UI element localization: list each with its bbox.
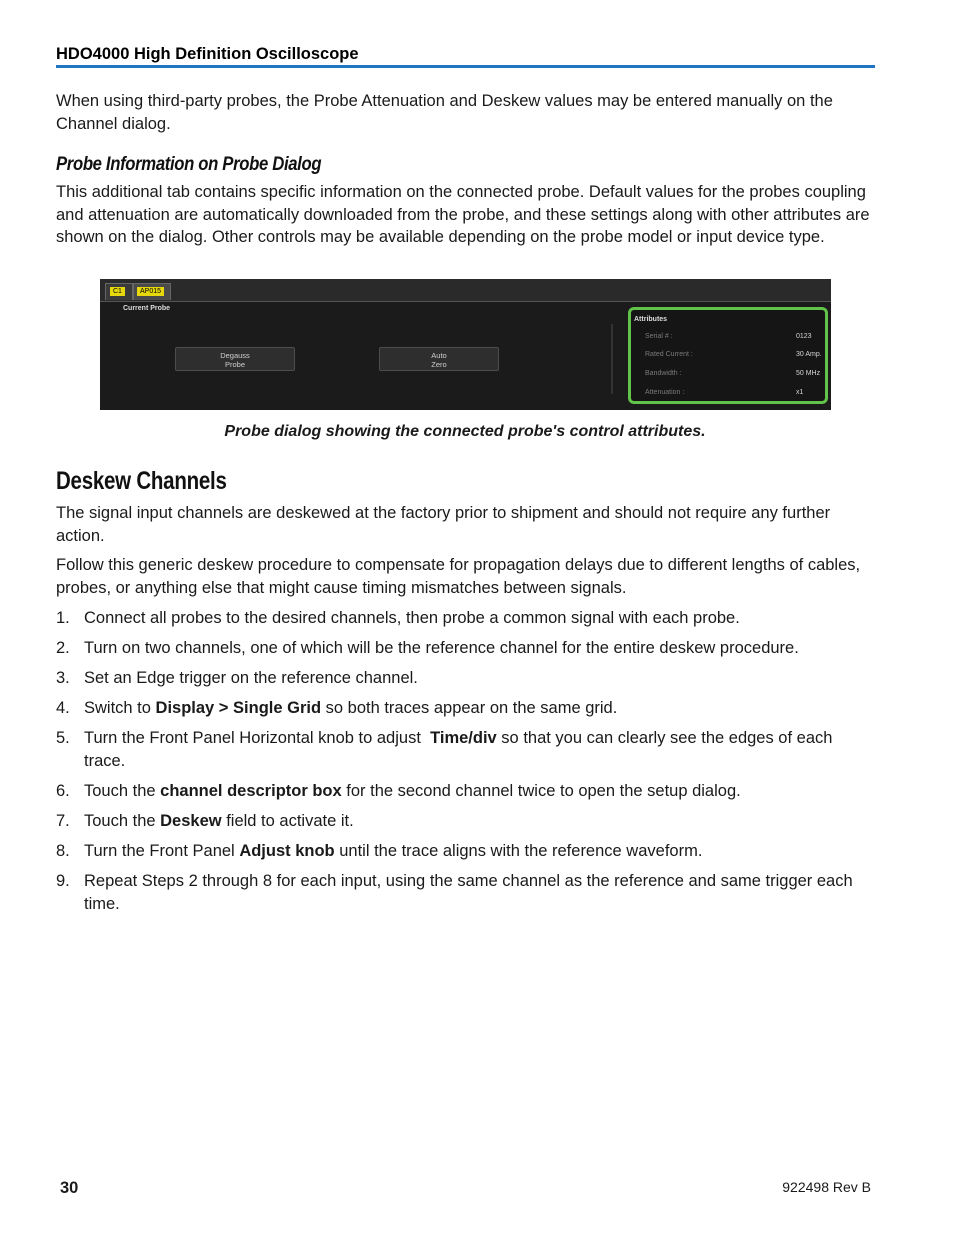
step-bold-text: Display > Single Grid [155, 699, 322, 718]
attribute-key: Attenuation : [645, 389, 685, 396]
list-item [56, 667, 878, 690]
panel-divider [611, 324, 613, 394]
attribute-key: Serial # : [645, 333, 673, 340]
attributes-title: Attributes [634, 316, 668, 323]
list-item [56, 840, 878, 863]
deskew-steps-list [56, 607, 878, 923]
deskew-paragraph-2: Follow this generic deskew procedure to compensate for propagation delays due to different lengths of cables, probes, or anything else that might cause timing mismatches between signals. [56, 556, 861, 597]
step-text-post: field to activate it. [221, 812, 354, 831]
degauss-probe-button[interactable] [175, 347, 295, 371]
step-text-post: until the trace aligns with the reference waveform. [334, 842, 703, 861]
step-number: 7. [56, 812, 70, 831]
autozero-label-line2: Zero [431, 360, 447, 369]
tab-channel-label: C1 [110, 287, 125, 296]
step-text-post: for the second channel twice to open the setup dialog. [341, 781, 741, 800]
probe-dialog-screenshot [100, 279, 831, 410]
step-text: Connect all probes to the desired channels, then probe a common signal with each probe. [84, 609, 740, 627]
attribute-value: 30 Amp. [796, 351, 822, 358]
step-number: 6. [56, 781, 70, 800]
footer-page-number: 30 [60, 1179, 79, 1197]
tab-probe-label: AP015 [137, 287, 164, 296]
auto-zero-button[interactable] [379, 347, 499, 371]
autozero-label-line1: Auto [431, 351, 447, 360]
step-bold-text: channel descriptor box [160, 781, 342, 800]
step-number: 3. [56, 669, 70, 688]
attribute-key: Bandwidth : [645, 370, 682, 377]
list-item [56, 697, 878, 720]
step-number: 9. [56, 872, 70, 891]
step-text: Turn the Front Panel [84, 842, 240, 861]
step-text: Set an Edge trigger on the reference channel. [84, 669, 418, 688]
step-number: 4. [56, 699, 70, 718]
step-text: Turn on two channels, one of which will be the reference channel for the entire deskew procedure. [84, 639, 799, 658]
attributes-panel [628, 307, 828, 404]
header-rule [56, 65, 875, 68]
footer-revision: 922498 Rev B [782, 1179, 871, 1195]
page-header-title: HDO4000 High Definition Oscilloscope [56, 45, 359, 63]
list-item [56, 607, 878, 630]
deskew-heading: Deskew Channels [56, 467, 227, 495]
list-item [56, 870, 878, 915]
list-item [56, 637, 878, 660]
attribute-key: Rated Current : [645, 351, 693, 358]
attribute-value: x1 [796, 389, 804, 396]
degauss-label-line1: Degauss [220, 351, 250, 360]
step-text: Touch the [84, 812, 161, 831]
tab-probe[interactable] [133, 283, 171, 300]
step-text-post: so that you can clearly see the edges of each trace. [84, 729, 833, 770]
list-item [56, 780, 878, 803]
probe-info-paragraph: This additional tab contains specific information on the connected probe. Default values for the probes coupling and attenuation are automatically downloaded from the probe, and these settings along with other attributes are shown on the dialog. Other controls may be available depending on the probe model or input device type. [56, 183, 870, 246]
deskew-paragraph-1: The signal input channels are deskewed at the factory prior to shipment and should not require any further action. [56, 504, 831, 545]
list-item [56, 727, 878, 772]
tab-channel[interactable] [105, 283, 133, 300]
step-text: Turn the Front Panel Horizontal knob to adjust [84, 729, 431, 748]
step-bold-text: Adjust knob [239, 842, 335, 861]
step-bold-text: Deskew [160, 812, 222, 831]
dialog-tab-bar [100, 279, 831, 302]
attribute-value: 0123 [796, 333, 812, 340]
step-text-post: so both traces appear on the same grid. [321, 699, 618, 718]
step-text: Switch to [84, 699, 156, 718]
figure-caption: Probe dialog showing the connected probe's control attributes. [224, 423, 706, 440]
probe-info-heading: Probe Information on Probe Dialog [56, 154, 322, 175]
attribute-value: 50 MHz [796, 370, 821, 377]
current-probe-label: Current Probe [123, 305, 171, 312]
step-bold-text: Time/div [430, 729, 497, 748]
step-number: 1. [56, 609, 70, 627]
step-number: 5. [56, 729, 70, 748]
step-text: Touch the [84, 781, 161, 800]
step-number: 2. [56, 639, 70, 658]
step-number: 8. [56, 842, 70, 861]
list-item [56, 810, 878, 833]
degauss-label-line2: Probe [224, 360, 245, 369]
step-text: Repeat Steps 2 through 8 for each input, using the same channel as the reference and same trigger each time. [84, 872, 853, 913]
intro-paragraph: When using third-party probes, the Probe Attenuation and Deskew values may be entered manually on the Channel dialog. [56, 92, 833, 133]
